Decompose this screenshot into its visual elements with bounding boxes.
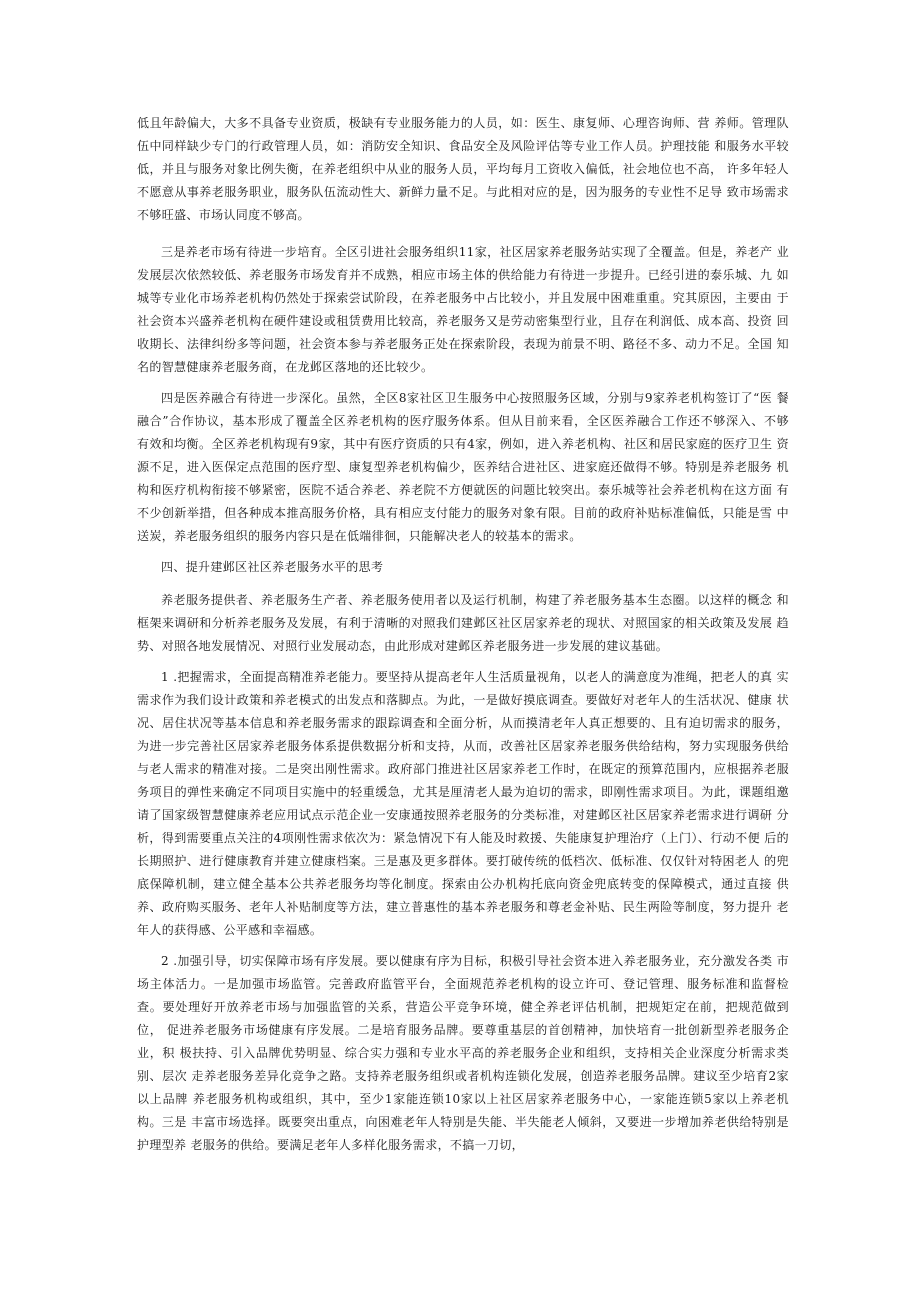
paragraph-strengthen-guidance: 2 .加强引导，切实保障市场有序发展。要以健康有序为目标，积极引导社会资本进入养老服务业，充分激发各类 市场主体活力。一是加强市场监管。完善政府监管平台，全面规范养老机构的设立许可、登记管理、服务标准和监督检 查。要处理好开放养老市场与加强监管的关系，营造公平竞争环境，健全养老评估机制，把规矩定在前，把规范做到位， 促进养老服务市场健康有序发展。二是培育服务品牌。要尊重基层的首创精神，加快培育一批创新型养老服务企业，积 极扶持、引入品牌优势明显、综合实力强和专业水平高的养老服务企业和组织，支持相关企业深度分析需求类别、层次 走养老服务差异化竞争之路。支持养老服务组织或者机构连锁化发展，创造养老服务品牌。建议至少培育2家以上品牌 养老服务机构或组织，其中，至少1家能连锁10家以上社区居家养老服务中心，一家能连锁5家以上养老机构。三是 丰富市场选择。既要突出重点，向困难老年人特别是失能、半失能老人倾斜，又要进一步增加养老供给特别是护理型养 老服务的供给。要满足老年人多样化服务需求，不搞一刀切， bbox=[137, 954, 789, 1152]
paragraph-market-cultivation: 三是养老市场有待进一步培育。全区引进社会服务组织11家，社区居家养老服务站实现了全覆盖。但是，养老产 业发展层次依然较低、养老服务市场发育并不成熟，相应市场主体的供给能力有待进一步提升。已经引进的泰乐城、九 如城等专业化市场养老机构仍然处于探索尝试阶段，在养老服务中占比较小，并且发展中困难重重。究其原因，主要由 于社会资本兴盛养老机构在硬件建设或租赁费用比较高，养老服务又是劳动密集型行业，且存在利润低、成本高、投资 回收期长、法律纠纷多等问题，社会资本参与养老服务正处在探索阶段，表现为前景不明、路径不多、动力不足。全国 知名的智慧健康养老服务商，在龙邺区落地的还比较少。 bbox=[137, 245, 789, 374]
section-heading: 四、提升建邺区社区养老服务水平的思考 bbox=[161, 560, 384, 574]
paragraph-staffing: 低且年龄偏大，大多不具备专业资质，极缺有专业服务能力的人员，如：医生、康复师、心理咨询师、营 养师。管理队伍中同样缺少专门的行政管理人员，如：消防安全知识、食品安全及风险评估等专业工作人员。护理技能 和服务水平较低，并且与服务对象比例失衡，在养老组织中从业的服务人员，平均每月工资收入偏低，社会地位也不高， 许多年轻人不愿意从事养老服务职业，服务队伍流动性大、新鲜力量不足。与此相对应的是，因为服务的专业性不足导 致市场需求不够旺盛、市场认同度不够高。 bbox=[137, 116, 789, 222]
document-page bbox=[137, 112, 789, 1165]
paragraph-grasp-demand: 1 .把握需求，全面提高精准养老能力。要坚持从提高老年人生活质量视角，以老人的满意度为准绳，把老人的真 实需求作为我们设计政策和养老模式的出发点和落脚点。为此，一是做好摸底调查。要做好对老年人的生活状况、健康 状况、居住状况等基本信息和养老服务需求的跟踪调查和全面分析，从而摸清老年人真正想要的、且有迫切需求的服务， 为进一步完善社区居家养老服务体系提供数据分析和支持，从而，改善社区居家养老服务供给结构，努力实现服务供给 与老人需求的精准对接。二是突出刚性需求。政府部门推进社区居家养老工作时，在既定的预算范围内，应根据养老服 务项目的弹性来确定不同项目实施中的轻重缓急，尤其是厘清老人最为迫切的需求，即刚性需求项目。为此，课题组邀 请了国家级智慧健康养老应用试点示范企业一安康通按照养老服务的分类标准，对建邺区社区居家养老需求进行调研 分析，得到需要重点关注的4项刚性需求依次为：紧急情况下有人能及时救援、失能康复护理治疗（上门）、行动不便 后的长期照护、进行健康教育并建立健康档案。三是惠及更多群体。要打破传统的低档次、低标准、仅仅针对特困老人 的兜底保障机制，建立健全基本公共养老服务均等化制度。探索由公办机构托底向资金兜底转变的保障模式，通过直接 供养、政府购买服务、老年人补贴制度等方法，建立普惠性的基本养老服务和尊老金补贴、民生两险等制度，努力提升 老年人的获得感、公平感和幸福感。 bbox=[137, 670, 789, 937]
paragraph-ecosystem: 养老服务提供者、养老服务生产者、养老服务使用者以及运行机制，构建了养老服务基本生态圈。以这样的概念 和框架来调研和分析养老服务及发展，有利于清晰的对照我们建邺区社区居家养老的现状、对照国家的相关政策及发展 趋势、对照各地发展情况、对照行业发展动态，由此形成对建邺区养老服务进一步发展的建议基础。 bbox=[137, 593, 789, 653]
paragraph-medical-integration: 四是医养融合有待进一步深化。虽然，全区8家社区卫生服务中心按照服务区域，分别与9家养老机构签订了“医 餐融合”合作协议，基本形成了覆盖全区养老机构的医疗服务体系。但从目前来看，全区医养融合工作还不够深入、不够 有效和均衡。全区养老机构现有9家，其中有医疗资质的只有4家，例如，进入养老机构、社区和居民家庭的医疗卫生 资源不足，进入医保定点范围的医疗型、康复型养老机构偏少，医养结合进社区、进家庭还做得不够。特别是养老服务 机构和医疗机构衔接不够紧密，医院不适合养老、养老院不方便就医的问题比较突出。泰乐城等社会养老机构在这方面 有不少创新举措，但各种成本推高服务价格，具有相应支付能力的服务对象有限。目前的政府补贴标准偏低，只能是雪 中送炭，养老服务组织的服务内容只是在低端徘徊，只能解决老人的较基本的需求。 bbox=[137, 391, 789, 543]
